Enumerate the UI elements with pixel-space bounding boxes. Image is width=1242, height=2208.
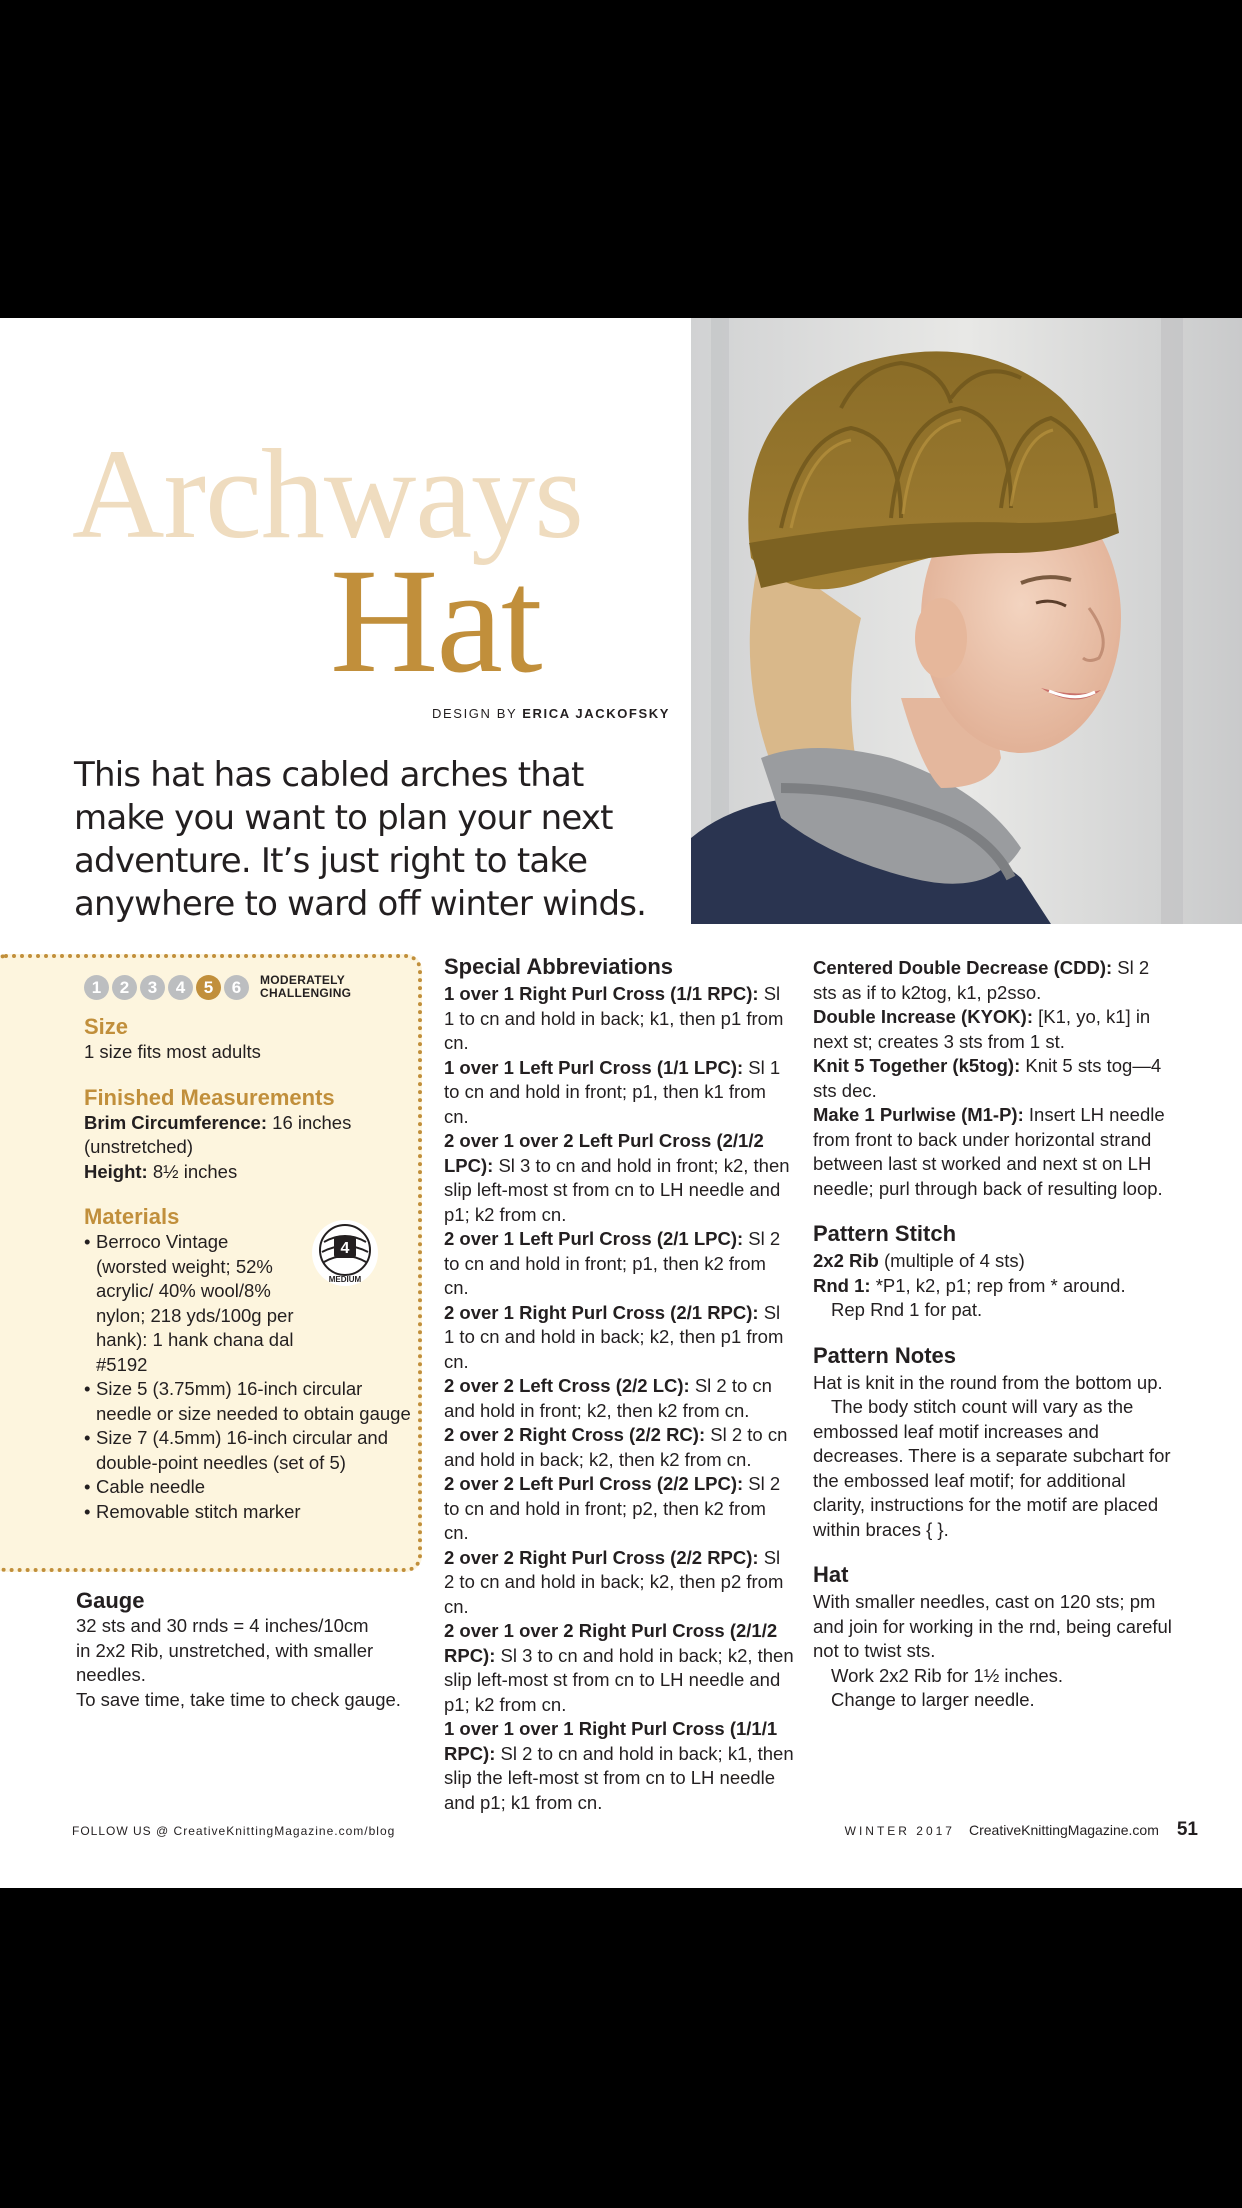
- gauge-text: 32 sts and 30 rnds = 4 inches/10cm in 2x2 Rib, unstretched, with smaller needles.: [76, 1615, 374, 1685]
- pattern-notes-p2: The body stitch count will vary as the embossed leaf motif increases and decreases. There is a separate subchart for the embossed leaf motif; for additional clarity, instructions for the motif are placed within braces { }.: [813, 1396, 1171, 1540]
- brim-value: 16 inches (unstretched): [84, 1111, 352, 1157]
- abbreviation-def: Sl 2 to cn and hold in front; k2, then k2 from cn.: [444, 1375, 772, 1421]
- abbreviation-def: Sl 2 to cn and hold in front; p2, then k2 from cn.: [444, 1473, 781, 1543]
- abbreviation-item: [444, 1472, 794, 1546]
- round-1-text: *P1, k2, p1; rep from * around.: [870, 1274, 1126, 1296]
- yarn-weight-icon: [312, 1220, 378, 1286]
- byline: [432, 706, 670, 721]
- abbreviation-def: Sl 2 sts as if to k2tog, k1, p2sso.: [813, 957, 1150, 1003]
- abbreviation-def: Insert LH needle from front to back under horizontal strand between last st worked and next st on LH needle; purl through back of resulting loop.: [813, 1104, 1165, 1199]
- abbreviation-term: Knit 5 Together (k5tog):: [813, 1055, 1021, 1076]
- abbreviations-column: [444, 954, 794, 1815]
- round-1-label: Rnd 1:: [813, 1274, 871, 1296]
- abbreviation-def: Sl 2 to cn and hold in back; k2, then p2 from cn.: [444, 1546, 784, 1617]
- abbreviation-def: Sl 2 to cn and hold in back; k1, then slip the left-most st from cn to LH needle and p1; k1 from cn.: [444, 1742, 794, 1813]
- abbreviation-term: 2 over 2 Left Purl Cross (2/2 LPC):: [444, 1473, 744, 1494]
- byline-prefix: DESIGN BY: [432, 706, 523, 721]
- abbreviation-item: [444, 1717, 794, 1815]
- hat-p3: Change to larger needle.: [831, 1689, 1035, 1710]
- height: [84, 1160, 414, 1185]
- material-item: • Size 5 (3.75mm) 16-inch circular needle or size needed to obtain gauge: [84, 1377, 414, 1426]
- material-item: • Removable stitch marker: [84, 1500, 414, 1525]
- abbreviation-item: [813, 956, 1173, 1005]
- yarn-weight-label: MEDIUM: [328, 1275, 362, 1284]
- abbreviation-term: 1 over 1 Right Purl Cross (1/1 RPC):: [444, 983, 759, 1004]
- abbreviation-term: 2 over 2 Left Cross (2/2 LC):: [444, 1375, 690, 1396]
- rib-definition: [813, 1249, 1173, 1274]
- pattern-notes-p1: Hat is knit in the round from the bottom up.: [813, 1371, 1163, 1393]
- size-text: 1 size fits most adults: [84, 1041, 261, 1062]
- abbreviation-term: Double Increase (KYOK):: [813, 1006, 1033, 1027]
- abbreviation-def: Sl 2 to cn and hold in back; k2, then k2 from cn.: [444, 1424, 788, 1470]
- hat-heading: Hat: [813, 1562, 849, 1587]
- rib-label: 2x2 Rib: [813, 1250, 879, 1271]
- pattern-notes-heading: Pattern Notes: [813, 1342, 957, 1368]
- abbreviation-item: [444, 1227, 794, 1301]
- skill-level-6: 6: [224, 975, 249, 1000]
- abbreviation-term: 2 over 1 over 2 Right Purl Cross (2/1/2 RPC):: [444, 1620, 778, 1666]
- abbreviation-item: [813, 1103, 1173, 1201]
- hat-p2: Work 2x2 Rib for 1½ inches.: [831, 1664, 1064, 1686]
- gauge-section: [76, 1588, 436, 1712]
- repeat-note: Rep Rnd 1 for pat.: [831, 1299, 983, 1320]
- abbreviation-item: [444, 1056, 794, 1130]
- abbreviation-term: 2 over 1 over 2 Left Purl Cross (2/1/2 LPC):: [444, 1130, 764, 1176]
- abbreviation-item: [444, 1546, 794, 1620]
- skill-level-label: [260, 974, 351, 1000]
- skill-label-line-1: MODERATELY: [260, 973, 346, 987]
- skill-label-line-2: CHALLENGING: [260, 986, 352, 1000]
- abbreviation-term: 1 over 1 Left Purl Cross (1/1 LPC):: [444, 1056, 744, 1078]
- abbreviation-term: 2 over 1 Left Purl Cross (2/1 LPC):: [444, 1228, 744, 1249]
- page-number: 51: [1176, 1819, 1198, 1840]
- measurements-heading: Finished Measurements: [84, 1084, 335, 1110]
- model-photo: [691, 318, 1242, 924]
- gauge-heading: Gauge: [76, 1588, 145, 1613]
- skill-level-3: 3: [140, 975, 165, 1000]
- abbreviation-def: Sl 3 to cn and hold in front; k2, then slip left-most st from cn to LH needle and p1; k2 from cn.: [444, 1154, 790, 1225]
- skill-level-2: 2: [112, 975, 137, 1000]
- skill-level-5-active: 5: [196, 975, 221, 1000]
- abbreviation-item: [813, 1005, 1173, 1054]
- rib-text: (multiple of 4 sts): [878, 1250, 1025, 1271]
- issue-season: WINTER 2017: [844, 1824, 955, 1838]
- size-heading: Size: [84, 1014, 129, 1039]
- abbreviation-term: 2 over 2 Right Cross (2/2 RC):: [444, 1424, 706, 1445]
- magazine-page: [0, 318, 1242, 1888]
- yarn-weight-number: 4: [340, 1240, 350, 1257]
- abbreviation-def: Sl 1 to cn and hold in back; k1, then p1 from cn.: [444, 983, 784, 1053]
- abbreviation-item: [813, 1054, 1173, 1103]
- height-value: 8½ inches: [147, 1160, 238, 1182]
- skill-level-4: 4: [168, 975, 193, 1000]
- footer-follow-link[interactable]: FOLLOW US @ CreativeKnittingMagazine.com/blog: [72, 1824, 396, 1838]
- hat-p1: With smaller needles, cast on 120 sts; pm and join for working in the rnd, being careful not to twist sts.: [813, 1591, 1172, 1661]
- abbreviation-item: [444, 1374, 794, 1423]
- designer-name: ERICA JACKOFSKY: [522, 706, 670, 721]
- abbreviation-item: [444, 1423, 794, 1472]
- abbreviation-term: 1 over 1 over 1 Right Purl Cross (1/1/1 RPC):: [444, 1718, 778, 1764]
- abbreviation-term: Make 1 Purlwise (M1-P):: [813, 1104, 1024, 1125]
- abbreviation-item: [444, 982, 794, 1056]
- abbreviation-term: 2 over 1 Right Purl Cross (2/1 RPC):: [444, 1301, 759, 1323]
- abbreviation-item: [444, 1619, 794, 1717]
- brim-circumference: [84, 1111, 414, 1160]
- pattern-stitch-heading: Pattern Stitch: [813, 1221, 957, 1246]
- skill-level-1: 1: [84, 975, 109, 1000]
- height-label: Height:: [84, 1160, 148, 1182]
- title-line-2: Hat: [330, 538, 541, 704]
- intro-text: This hat has cabled arches that make you want to plan your next adventure. It’s just right to take anywhere to ward off winter winds.: [74, 755, 647, 924]
- brim-label: Brim Circumference:: [84, 1111, 268, 1133]
- magazine-site-link[interactable]: CreativeKnittingMagazine.com: [968, 1822, 1159, 1838]
- skill-level: [84, 974, 414, 1000]
- title-line-1: Archways: [72, 423, 583, 565]
- abbreviation-def: [K1, yo, k1] in next st; creates 3 sts from 1 st.: [813, 1006, 1151, 1052]
- abbreviation-def: Knit 5 sts tog—4 sts dec.: [813, 1055, 1162, 1101]
- footer-right: [845, 1819, 1198, 1841]
- hat-photo-illustration: [691, 318, 1242, 924]
- material-item: • Size 7 (4.5mm) 16-inch circular and double-point needles (set of 5): [84, 1426, 414, 1475]
- abbreviation-term: Centered Double Decrease (CDD):: [813, 957, 1113, 978]
- material-item: • Berroco Vintage (worsted weight; 52% acrylic/ 40% wool/8% nylon; 218 yds/100g per hank): 1 hank chana dal #5192: [84, 1230, 304, 1377]
- abbreviation-def: Sl 1 to cn and hold in back; k2, then p1 from cn.: [444, 1301, 784, 1372]
- materials-heading: Materials: [84, 1204, 180, 1229]
- abbreviations-heading: Special Abbreviations: [444, 954, 674, 979]
- instructions-column: [813, 956, 1173, 1713]
- abbreviation-def: Sl 1 to cn and hold in front; p1, then k1 from cn.: [444, 1056, 781, 1127]
- abbreviation-def: Sl 2 to cn and hold in front; p1, then k2 from cn.: [444, 1228, 781, 1298]
- abbreviation-item: [444, 1301, 794, 1375]
- round-1: [813, 1274, 1173, 1299]
- abbreviation-item: [444, 1129, 794, 1227]
- abbreviation-def: Sl 3 to cn and hold in back; k2, then slip left-most st from cn to LH needle and p1; k2 from cn.: [444, 1644, 794, 1715]
- material-item: • Cable needle: [84, 1475, 414, 1500]
- abbreviation-term: 2 over 2 Right Purl Cross (2/2 RPC):: [444, 1546, 759, 1568]
- gauge-note: To save time, take time to check gauge.: [76, 1688, 401, 1710]
